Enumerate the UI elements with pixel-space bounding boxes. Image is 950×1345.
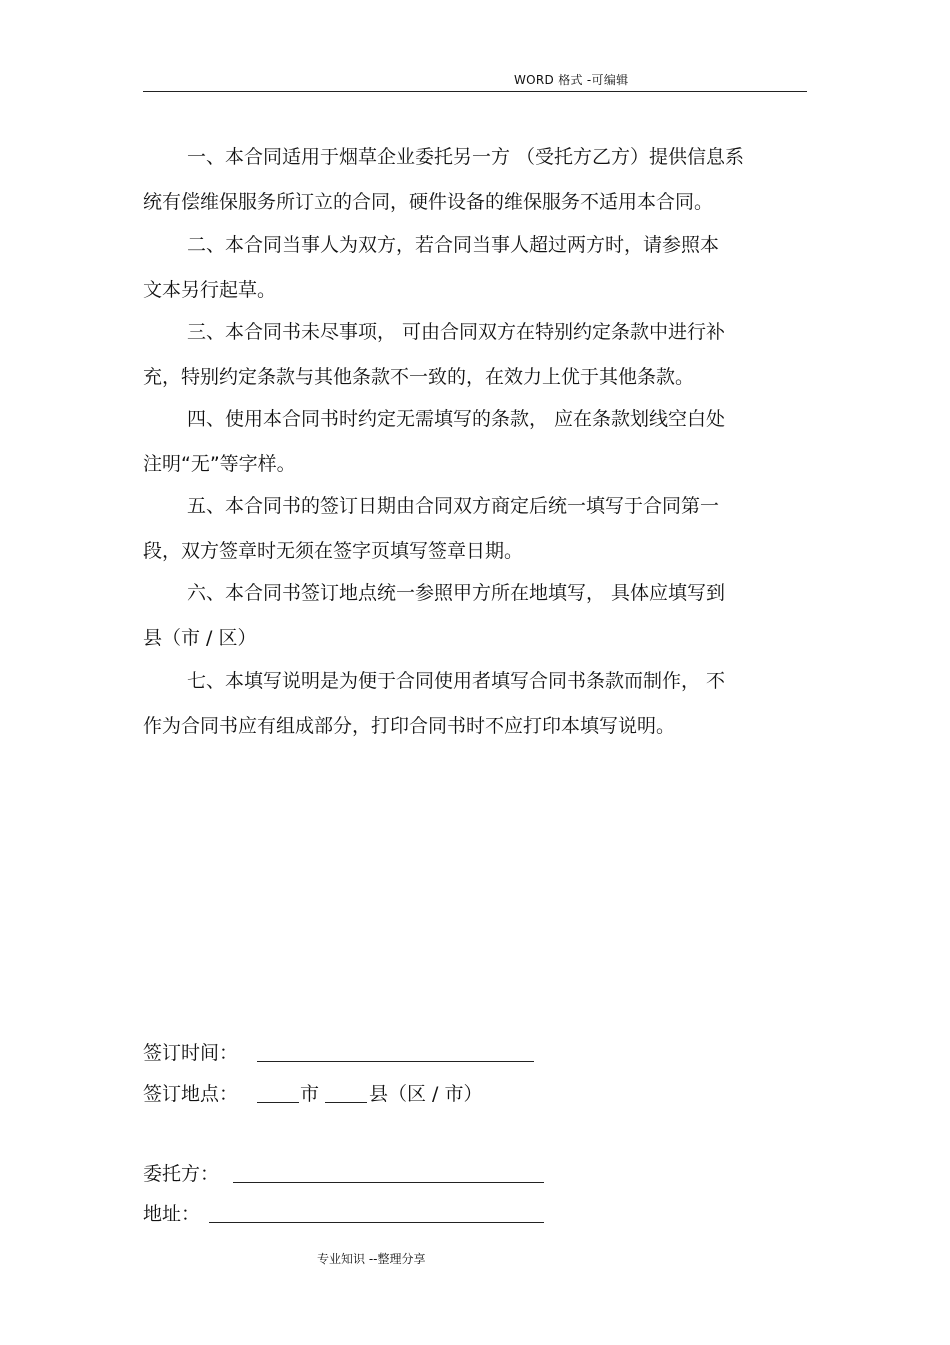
page-header — [143, 68, 807, 92]
paragraph-line: 县（市 / 区） — [143, 627, 257, 649]
paragraph-line: 七、本填写说明是为便于合同使用者填写合同书条款而制作， 不 — [187, 670, 726, 692]
county-blank[interactable] — [325, 1102, 367, 1103]
paragraph-line: 注明“无”等字样。 — [143, 453, 296, 475]
paragraph-line: 段，双方签章时无须在签字页填写签章日期。 — [143, 540, 524, 562]
principal-label: 委托方： — [143, 1163, 220, 1185]
sign-time-label: 签订时间： — [143, 1042, 239, 1064]
county-label: 县（区 / 市） — [369, 1083, 483, 1105]
sign-place-label: 签订地点： — [143, 1083, 239, 1105]
paragraph-line: 一、本合同适用于烟草企业委托另一方 （受托方乙方）提供信息系 — [187, 146, 745, 168]
paragraph-line: 四、使用本合同书时约定无需填写的条款， 应在条款划线空白处 — [187, 408, 726, 430]
paragraph-line: 作为合同书应有组成部分，打印合同书时不应打印本填写说明。 — [143, 715, 676, 737]
paragraph-line: 三、本合同书未尽事项， 可由合同双方在特别约定条款中进行补 — [187, 321, 726, 343]
address-label: 地址： — [143, 1203, 201, 1225]
page-footer: 专业知识 --整理分享 — [317, 1252, 426, 1266]
header-text: WORD 格式 -可编辑 — [514, 73, 629, 87]
paragraph-line: 充，特别约定条款与其他条款不一致的，在效力上优于其他条款。 — [143, 366, 695, 388]
sign-time-blank[interactable] — [257, 1061, 534, 1062]
principal-blank[interactable] — [233, 1182, 544, 1183]
paragraph-line: 统有偿维保服务所订立的合同，硬件设备的维保服务不适用本合同。 — [143, 191, 714, 213]
address-blank[interactable] — [209, 1222, 544, 1223]
paragraph-line: 文本另行起草。 — [143, 279, 277, 301]
city-label: 市 — [300, 1083, 320, 1105]
paragraph-line: 五、本合同书的签订日期由合同双方商定后统一填写于合同第一 — [187, 495, 720, 517]
paragraph-line: 二、本合同当事人为双方，若合同当事人超过两方时，请参照本 — [187, 234, 720, 256]
city-blank[interactable] — [257, 1102, 299, 1103]
paragraph-line: 六、本合同书签订地点统一参照甲方所在地填写， 具体应填写到 — [187, 582, 726, 604]
